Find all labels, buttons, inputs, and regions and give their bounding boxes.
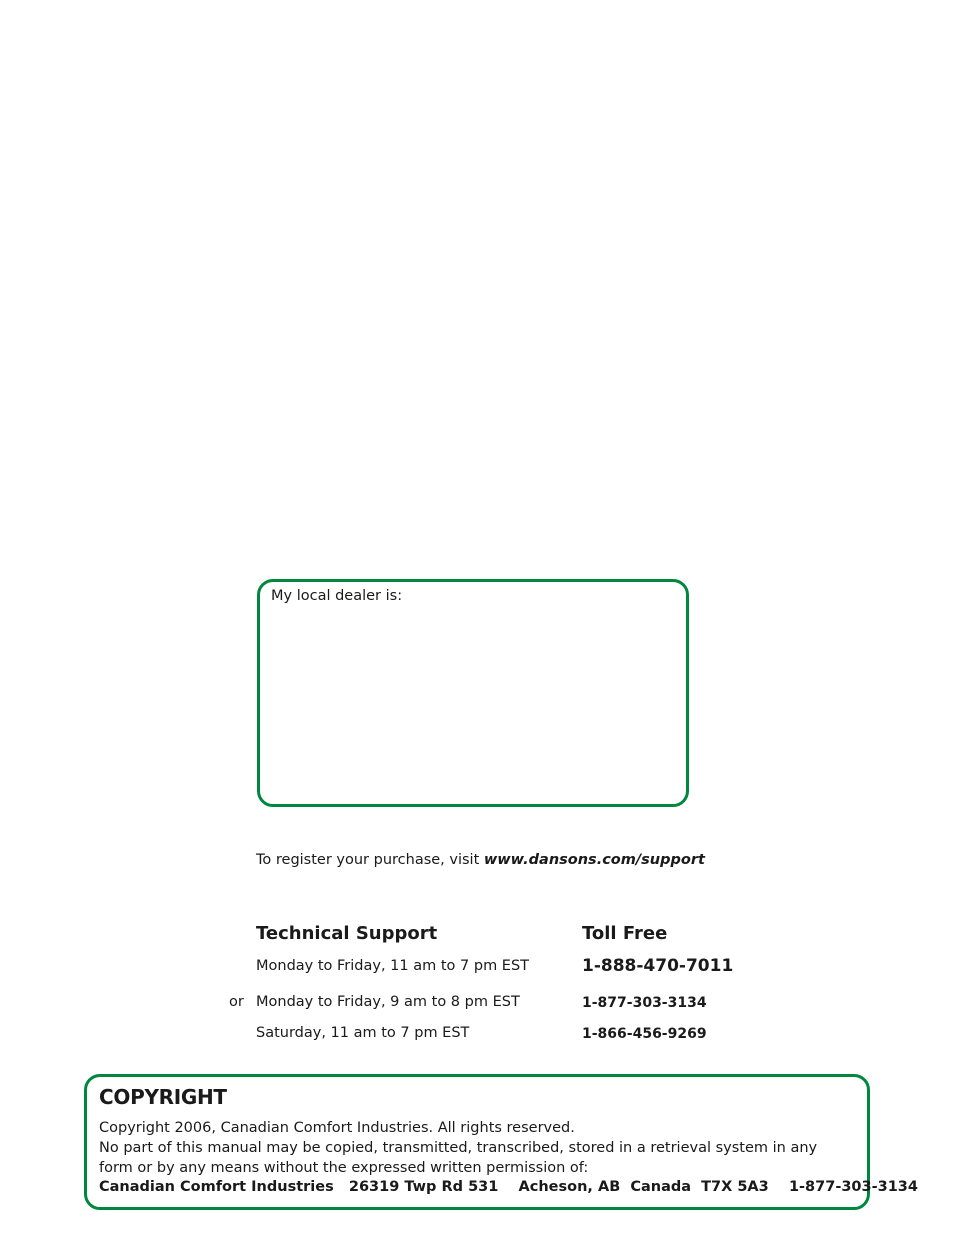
- register-url-link[interactable]: www.dansons.com/support: [483, 852, 705, 868]
- register-text: To register your purchase, visit: [256, 852, 484, 868]
- technical-support-heading: Technical Support: [256, 923, 438, 944]
- support-hours-saturday: Saturday, 11 am to 7 pm EST: [256, 1025, 470, 1041]
- support-phone-2: 1-877-303-3134: [582, 995, 707, 1011]
- local-dealer-label: My local dealer is:: [271, 588, 403, 604]
- copyright-line: Copyright 2006, Canadian Comfort Industries. All rights reserved.: [99, 1120, 575, 1136]
- copyright-line: form or by any means without the expressed written permission of:: [99, 1160, 589, 1176]
- company-address-line: Canadian Comfort Industries 26319 Twp Rd 531 Acheson, AB Canada T7X 5A3 1-877-303-3134: [99, 1179, 918, 1195]
- copyright-text: [99, 1118, 859, 1178]
- support-phone-1: 1-888-470-7011: [582, 956, 734, 976]
- register-purchase-text: [256, 852, 705, 868]
- support-hours-weekday-1: Monday to Friday, 11 am to 7 pm EST: [256, 958, 530, 974]
- local-dealer-box: [257, 579, 689, 807]
- copyright-line: No part of this manual may be copied, transmitted, transcribed, stored in a retrieval system in any: [99, 1140, 818, 1156]
- or-label: or: [229, 994, 244, 1010]
- support-phone-3: 1-866-456-9269: [582, 1026, 707, 1042]
- copyright-title: COPYRIGHT: [99, 1085, 227, 1109]
- support-hours-weekday-2: Monday to Friday, 9 am to 8 pm EST: [256, 994, 520, 1010]
- toll-free-heading: Toll Free: [582, 923, 668, 944]
- copyright-box: [84, 1074, 918, 1210]
